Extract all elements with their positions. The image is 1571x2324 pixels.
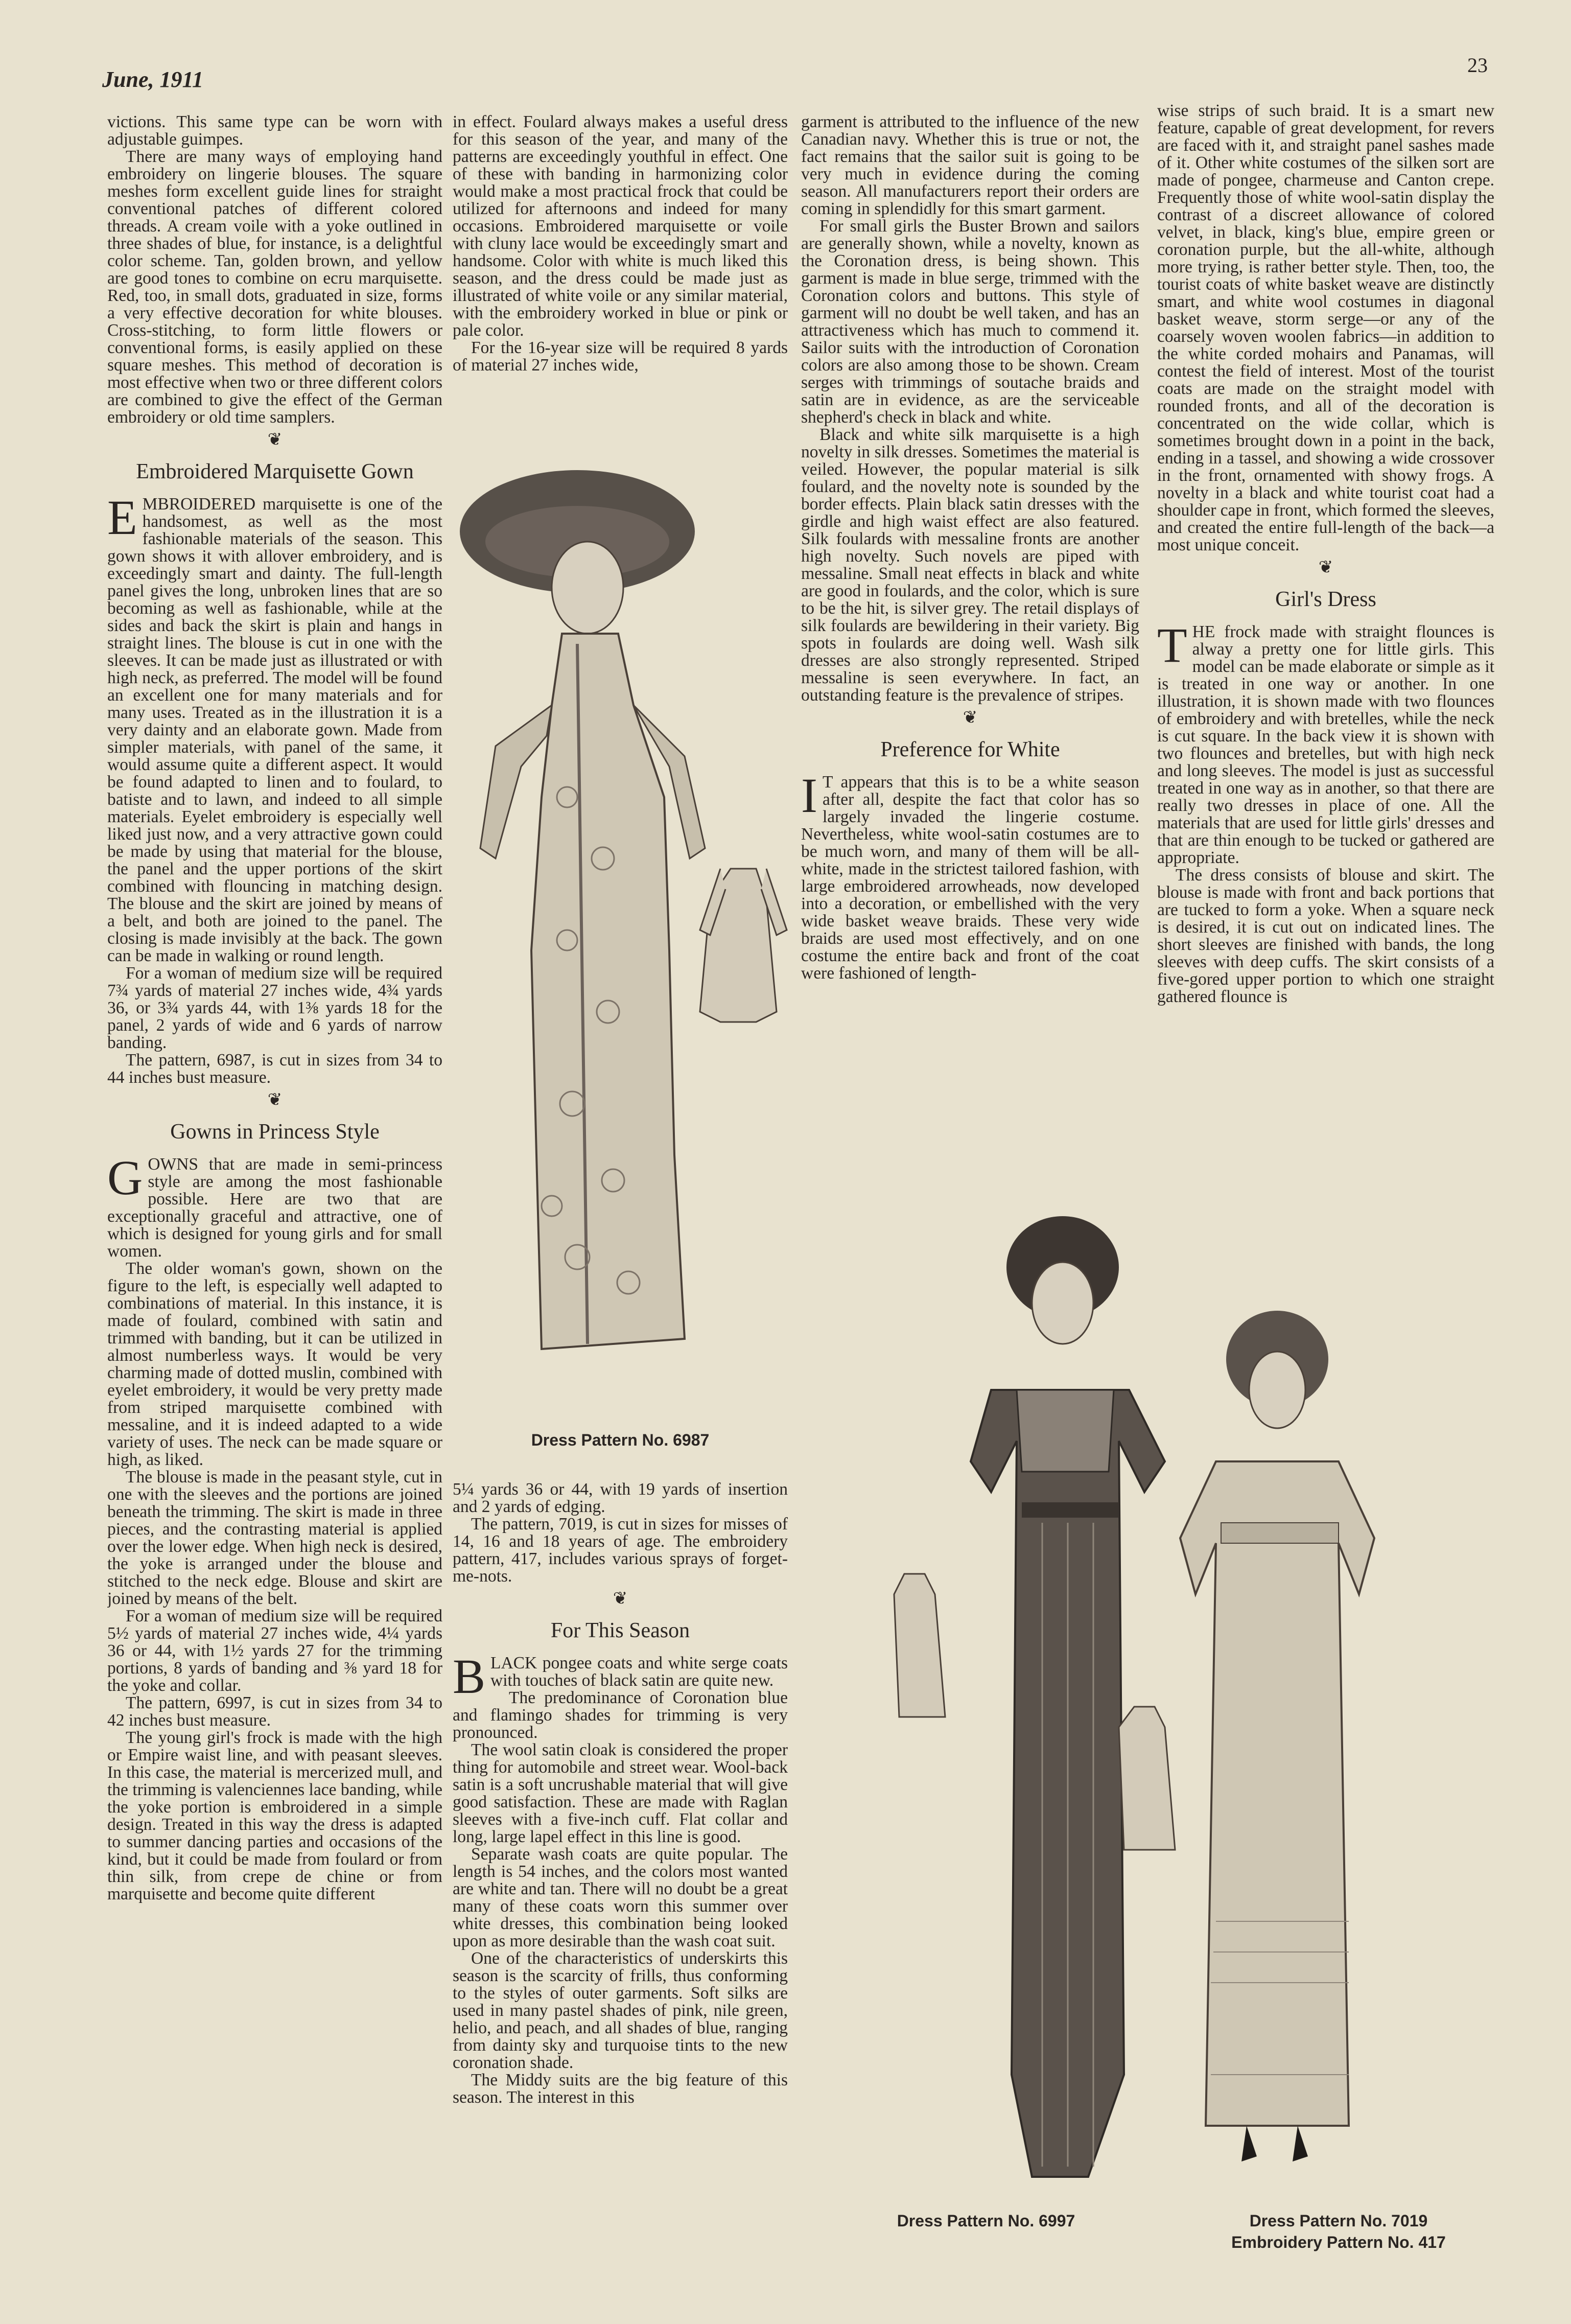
paragraph: The blouse is made in the peasant style, cut in one with the sleeves and the portions are joined beneath the trimming. The skirt is made in three pieces, and the contrasting material is applied over the lower edge. When high neck is desired, the yoke is arranged under the blouse and stitched to the neck edge. Blouse and skirt are joined by means of the belt. — [107, 1468, 442, 1608]
paragraph: The predominance of Coronation blue and flamingo shades for trimming is very pronounced. — [453, 1688, 788, 1742]
paragraph: wise strips of such braid. It is a smart new feature, capable of great development, for revers are faced with it, and straight panel sashes made of it. Other white costumes of the silken sort are made of pongee, charmeuse and Canton crepe. Frequently those of white wool-satin display the contrast of a discreet allowance of colored velvet, in black, king's blue, empire green or coronation purple, but the all-white, although more trying, is rather better style. Then, too, the tourist coats of white basket weave are distinctly smart, and white wool costumes in diagonal basket weave, storm serge—or any of the coarsely woven woolen fabrics—in addition to the white corded mohairs and Panamas, will contest the field of interest. Most of the tourist coats are made on the straight model with rounded fronts, and all of the decoration is concentrated on the wide collar, which is sometimes brought down in a point in the back, ending in a tassel, and showing a wide crossover in the front, ornamented with showy frogs. A novelty in a black and white tourist coat had a shoulder cape in front, which formed the sleeves, and created the entire full-length of the back—a most unique conceit. — [1157, 102, 1494, 554]
column-4 — [1157, 102, 1494, 1196]
paragraph: BLACK pongee coats and white serge coats with touches of black satin are quite new. — [453, 1649, 788, 1704]
paragraph: I T appears that this is to be a white season after all, despite the fact that color has so largely invaded the lingerie costume. Nevertheless, white wool-satin costumes are to be much worn, and many of them will be all-white, made in the strictest tailored fashion, with large embroidered arrowheads, now developed into a decoration, or embellished with the very wide basket weave braids. These very wide braids are used most effectively, and on one costume the entire back and front of the coat were fashioned of length- — [801, 768, 1139, 983]
paragraph: The dress consists of blouse and skirt. The blouse is made with front and back portions that are tucked to form a yoke. When a square neck is desired, it is cut out on indicated lines. The short sleeves are finished with bands, the long sleeves with deep cuffs. The skirt consists of a five-gored upper portion to which one straight gathered flounce is — [1157, 866, 1494, 1006]
paragraph: The wool satin cloak is considered the proper thing for automobile and street wear. Wool-back satin is a soft uncrushable material that will give good satisfaction. These are made with Raglan sleeves with a five-inch cuff. Flat collar and long, large lapel effect in this line is good. — [453, 1740, 788, 1846]
paragraph: The young girl's frock is made with the high or Empire waist line, and with peasant sleeves. In this case, the material is mercerized mull, and the trimming is valenciennes lace banding, while the yoke portion is embroidered in a simple design. Treated in this way the dress is adapted to summer dancing parties and occasions of the kind, but it could be made from foulard or from thin silk, from crepe de chine or from marquisette and become quite different — [107, 1728, 442, 1903]
drop-cap: I — [801, 768, 817, 823]
figure-caption: Dress Pattern No. 6987 — [531, 1431, 710, 1449]
section-title: For This Season — [550, 1619, 690, 1642]
paragraph: One of the characteristics of underskirts this season is the scarcity of frills, thus conforming to the styles of outer garments. Soft silks are used in many pastel shades of pink, nile green, helio, and peach, and all shades of blue, ranging from dainty sky and turquoise tints to the new coronation shade. — [453, 1949, 788, 2072]
section-title: Gowns in Princess Style — [170, 1120, 380, 1144]
column-1 — [107, 113, 442, 2262]
column-2-top — [453, 113, 788, 435]
section-title: Embroidered Marquisette Gown — [136, 460, 414, 483]
paragraph: in effect. Foulard always makes a useful dress for this season of the year, and many of the patterns are exceedingly youthful in effect. One of these with banding in harmonizing color would make a most practical frock that could be utilized for afternoons and indeed for many occasions. Embroidered marquisette or voile with cluny lace would be exceedingly smart and handsome. Color with white is much liked this season, and the dress could be made just as illustrated of white voile or any similar material, with the embroidery worked in blue or pink or pale color. — [453, 113, 788, 340]
drop-cap: T — [1157, 618, 1187, 672]
column-2-bottom — [453, 1481, 788, 2263]
paragraph: The pattern, 6997, is cut in sizes from 34 to 42 inches bust measure. — [107, 1693, 442, 1730]
section-title: Preference for White — [880, 738, 1060, 761]
paragraph: The pattern, 7019, is cut in sizes for misses of 14, 16 and 18 years of age. The embroidery pattern, 417, includes various sprays of forget-me-nots. — [453, 1515, 788, 1586]
figure-caption: Dress Pattern No. 7019 — [1249, 2212, 1428, 2230]
section-title: Girl's Dress — [1275, 588, 1376, 611]
ornament-icon: ❦ — [963, 708, 978, 727]
ornament-icon: ❦ — [267, 1090, 283, 1109]
ornament-icon: ❦ — [1318, 558, 1333, 577]
paragraph: The Middy suits are the big feature of this season. The interest in this — [453, 2071, 788, 2107]
drop-cap: B — [453, 1649, 486, 1704]
page-number: 23 — [1467, 54, 1488, 77]
paragraph: GOWNS that are made in semi-princess style are among the most fashionable possible. Here are two that are exceptionally graceful and attractive, one of which is designed for young girls and for small women. — [107, 1150, 442, 1261]
issue-date: June, 1911 — [102, 67, 204, 92]
dress-6987-illustration — [450, 439, 797, 1436]
dress-6997-7019-illustration — [889, 1206, 1420, 2202]
paragraph: victions. This same type can be worn with adjustable guimpes. — [107, 113, 442, 149]
paragraph: garment is attributed to the influence of the new Canadian navy. Whether this is true or not, the fact remains that the sailor suit is going to be very much in evidence during the coming season. All manufacturers report their orders are coming in splendidly for this smart garment. — [801, 113, 1139, 218]
drop-cap: E — [107, 490, 137, 545]
drop-cap: G — [107, 1150, 143, 1205]
paragraph: The pattern, 6987, is cut in sizes from 34 to 44 inches bust measure. — [107, 1051, 442, 1087]
paragraph: For a woman of medium size will be required 7¾ yards of material 27 inches wide, 4¾ yards 36, or 3¾ yards 44, with 1⅜ yards 18 for the panel, 2 yards of wide and 6 yards of narrow banding. — [107, 964, 442, 1052]
figure-caption: Embroidery Pattern No. 417 — [1231, 2233, 1446, 2251]
paragraph: THE frock made with straight flounces is alway a pretty one for little girls. This model can be made elaborate or simple as it is treated in one way or another. In one illustration, it is shown made with two flounces of embroidery and with bretelles, while the neck is cut square. In the back view it is shown with two flounces and bretelles, but with high neck and long sleeves. The model is just as successful treated in one way as in another, so that there are really two dresses in place of one. All the materials that are used for little girls' dresses and that are thin enough to be tucked or gathered are appropriate. — [1157, 618, 1494, 867]
ornament-icon: ❦ — [613, 1589, 628, 1608]
paragraph: Separate wash coats are quite popular. The length is 54 inches, and the colors most wanted are white and tan. There will no doubt be a great many of these coats worn this summer over white dresses, this combination being looked upon as more desirable than the wash coat suit. — [453, 1845, 788, 1950]
paragraph: EMBROIDERED marquisette is one of the handsomest, as well as the most fashionable materials of the season. This gown shows it with allover embroidery, and is exceedingly smart and dainty. The full-length panel gives the long, unbroken lines that are so becoming as well as fashionable, while at the sides and back the skirt is plain and hangs in straight lines. The blouse is cut in one with the sleeves. It can be made just as illustrated or with high neck, as preferred. The model will be found an excellent one for many materials and for many uses. Treated as in the illustration it is a very dainty and an elaborate gown. Made from simpler materials, with panel of the same, it would assume quite a different aspect. It would be found adapted to linen and to foulard, to batiste and to lawn, and indeed to all simple materials. Eyelet embroidery is especially well liked just now, and a very attractive gown could be made by using that material for the blouse, the panel and the upper portions of the skirt combined with flouncing in matching design. The blouse and the skirt are joined by means of a belt, and both are joined to the panel. The closing is made invisibly at the back. The gown can be made in walking or round length. — [107, 490, 442, 965]
paragraph: There are many ways of employing hand embroidery on lingerie blouses. The square meshes form excellent guide lines for straight conventional patches of different colored threads. A cream voile with a yoke outlined in three shades of blue, for instance, is a delightful color scheme. Tan, golden brown, and yellow are good tones to combine on ecru marquisette. Red, too, in small dots, graduated in size, forms a very effective decoration for white blouses. Cross-stitching, to form little flowers or conventional forms, is easily applied on these square meshes. This method of decoration is most effective when two or three different colors are combined to give the effect of the German embroidery or old time samplers. — [107, 147, 442, 427]
paragraph: For small girls the Buster Brown and sailors are generally shown, while a novelty, known as the Coronation dress, is being shown. This garment is made in blue serge, trimmed with the Coronation colors and buttons. This style of garment will no doubt be well taken, and has an attractiveness which has much to commend it. Sailor suits with the introduction of Coronation colors are also among those to be shown. Cream serges with trimmings of soutache braids and satin are in evidence, as are the serviceable shepherd's check in black and white. — [801, 217, 1139, 427]
column-3 — [801, 113, 1139, 1207]
paragraph: For a woman of medium size will be required 5½ yards of material 27 inches wide, 4¼ yards 36 or 44, with 1½ yards 27 for the trimming portions, 8 yards of banding and ⅜ yard 18 for the yoke and collar. — [107, 1607, 442, 1695]
ornament-icon: ❦ — [267, 430, 283, 449]
paragraph: The older woman's gown, shown on the figure to the left, is especially well adapted to combinations of material. In this instance, it is made of foulard, combined with satin and trimmed with banding, but it can be utilized in almost numberless ways. It would be very charming made of dotted muslin, combined with eyelet embroidery, it would be very pretty made from striped marquisette combined with messaline, and it is indeed adapted to a wide variety of uses. The neck can be made square or high, as liked. — [107, 1259, 442, 1469]
figure-caption: Dress Pattern No. 6997 — [897, 2212, 1075, 2230]
paragraph: Black and white silk marquisette is a high novelty in silk dresses. Sometimes the material is veiled. However, the popular material is silk foulard, and the novelty note is sounded by the border effects. Plain black satin dresses with the girdle and high waist effect are also featured. Silk foulards with messaline fronts are another high novelty. Such novels are piped with messaline. Small neat effects in black and white are good in foulards, and the color, which is sure to be the hit, is silver grey. The retail displays of silk foulards are bewildering in their variety. Big spots in foulards are doing well. Wash silk dresses are also strongly represented. Striped messaline is seen everywhere. In fact, an outstanding feature is the prevalence of stripes. — [801, 425, 1139, 705]
paragraph: For the 16-year size will be required 8 yards of material 27 inches wide, — [453, 338, 788, 375]
paragraph: 5¼ yards 36 or 44, with 19 yards of insertion and 2 yards of edging. — [453, 1481, 788, 1516]
